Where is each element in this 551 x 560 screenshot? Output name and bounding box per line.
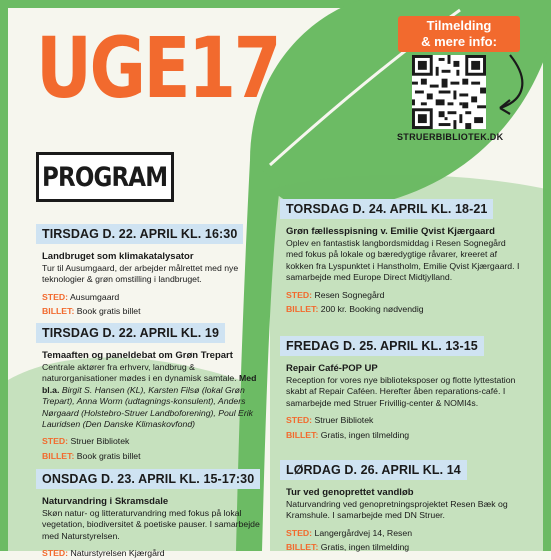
event-card bbox=[280, 460, 525, 554]
ticket-value: Book gratis billet bbox=[76, 450, 141, 461]
event-title: Repair Café-POP UP bbox=[286, 363, 378, 374]
speakers-list: Birgit S. Hansen (KL), Karsten Filsø (lokal Grøn Trepart), Anna Worm (udtagnings-konsulent), Anders Nørgaard (Holstebro-Struer Landboforening), Poul Erik Lauridsen (Den Danske Klimaskovfond) bbox=[42, 384, 254, 430]
event-card bbox=[36, 323, 264, 462]
event-card bbox=[280, 336, 525, 441]
event-location bbox=[42, 292, 264, 303]
event-title: Landbruget som klimakatalysator bbox=[42, 251, 194, 262]
program-label: PROGRAM bbox=[42, 161, 168, 193]
ticket-label: BILLET: bbox=[42, 450, 75, 461]
location-label: STED: bbox=[286, 289, 313, 300]
event-card bbox=[36, 224, 264, 318]
ticket-value: 200 kr. Booking nødvendig bbox=[320, 304, 424, 315]
event-description-text: Centrale aktører fra erhverv, landbrug & naturorganisationer mødes i en dynamisk samtale. bbox=[42, 362, 237, 384]
signup-callout bbox=[398, 16, 520, 52]
location-label: STED: bbox=[42, 436, 69, 447]
location-value: Struer Bibliotek bbox=[70, 436, 130, 447]
callout-line-1: Tilmelding bbox=[426, 18, 492, 33]
location-value: Langergårdvej 14, Resen bbox=[314, 527, 413, 538]
event-date-header: LØRDAG D. 26. APRIL KL. 14 bbox=[280, 460, 467, 480]
ticket-value: Gratis, ingen tilmelding bbox=[320, 429, 410, 440]
event-location bbox=[286, 415, 525, 426]
location-value: Resen Sognegård bbox=[314, 289, 385, 300]
event-ticket bbox=[42, 306, 264, 317]
event-card bbox=[36, 469, 264, 560]
event-ticket bbox=[286, 542, 525, 553]
event-title: Temaaften og paneldebat om Grøn Trepart bbox=[42, 350, 233, 361]
event-description: Reception for vores nye biblioteksposer og flotte lyttestation skabt af Repair Caféen. Herefter åben reparations-café. I samarbejde med Struer Frivillig-center & NOMI4s. bbox=[286, 375, 516, 408]
event-location bbox=[286, 290, 525, 301]
event-date-header: TORSDAG D. 24. APRIL KL. 18-21 bbox=[280, 199, 493, 219]
program-badge bbox=[36, 152, 174, 202]
location-label: STED: bbox=[286, 527, 313, 538]
ticket-value: Book gratis billet bbox=[76, 306, 141, 317]
event-description bbox=[42, 362, 264, 430]
event-date-header: ONSDAG D. 23. APRIL KL. 15-17:30 bbox=[36, 469, 260, 489]
page-title: UGE17 bbox=[36, 19, 280, 117]
event-title: Naturvandring i Skramsdale bbox=[42, 496, 169, 507]
event-title: Grøn fællesspisning v. Emilie Qvist Kjærgaard bbox=[286, 226, 495, 237]
event-location bbox=[42, 548, 264, 559]
location-value: Struer Bibliotek bbox=[314, 415, 374, 426]
event-description: Naturvandring ved genopretningsprojektet Resen Bæk og Kramshule. I samarbejde med DN Struer. bbox=[286, 499, 508, 521]
qr-code-icon[interactable] bbox=[412, 55, 486, 129]
ticket-label: BILLET: bbox=[286, 429, 319, 440]
event-date-header: TIRSDAG D. 22. APRIL KL. 16:30 bbox=[36, 224, 243, 244]
ticket-value: Gratis, ingen tilmelding bbox=[320, 542, 410, 553]
event-ticket bbox=[42, 451, 264, 462]
event-location bbox=[286, 528, 525, 539]
event-description: Tur til Ausumgaard, der arbejder målrettet med nye teknologier & grøn omstilling i landbruget. bbox=[42, 263, 239, 285]
ticket-label: BILLET: bbox=[286, 304, 319, 315]
event-date-header: FREDAG D. 25. APRIL KL. 13-15 bbox=[280, 336, 484, 356]
event-title: Tur ved genoprettet vandløb bbox=[286, 487, 414, 498]
callout-line-2: & mere info: bbox=[421, 34, 497, 49]
event-description: Oplev en fantastisk langbordsmiddag i Resen Sognegård med fokus på lokale og bæredygtige råvarer, kreeret af kokken fra Lyspunktet i Hanstholm, Emilie Qvist Kjærgaard. I samarbejde med Europe Direct Midtjylland. bbox=[286, 238, 520, 283]
event-date-header: TIRSDAG D. 22. APRIL KL. 19 bbox=[36, 323, 225, 343]
location-label: STED: bbox=[286, 415, 313, 426]
speakers-label: Med bl.a. bbox=[42, 373, 257, 395]
location-value: Naturstyrelsen Kjærgård bbox=[70, 548, 165, 559]
website-url[interactable]: STRUERBIBLIOTEK.DK bbox=[397, 132, 504, 142]
event-description: Skøn natur- og litteraturvandring med fokus på lokal vegetation, biodiversitet & poetiske pauser. I samarbejde med Naturstyrelsen. bbox=[42, 508, 260, 541]
ticket-label: BILLET: bbox=[286, 542, 319, 553]
event-card bbox=[280, 199, 525, 315]
event-location bbox=[42, 436, 264, 447]
location-value: Ausumgaard bbox=[70, 291, 120, 302]
location-label: STED: bbox=[42, 291, 69, 302]
location-label: STED: bbox=[42, 548, 69, 559]
event-ticket bbox=[286, 430, 525, 441]
event-ticket bbox=[286, 304, 525, 315]
ticket-label: BILLET: bbox=[42, 306, 75, 317]
